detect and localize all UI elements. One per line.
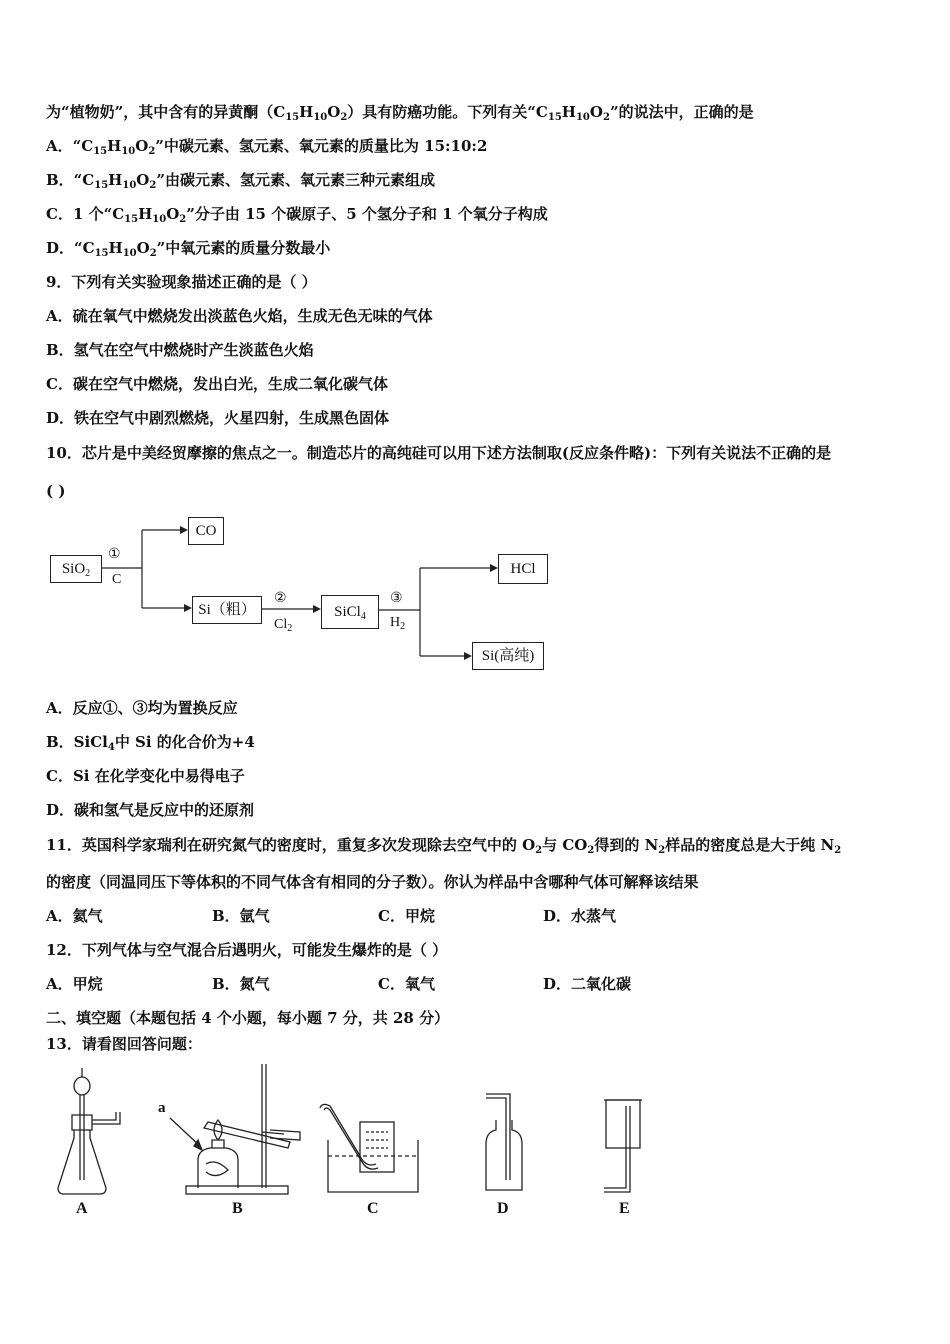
q12-option-a: A．甲烷 xyxy=(46,975,103,993)
q10-option-d: D．碳和氢气是反应中的还原剂 xyxy=(46,801,255,819)
si-crude-box: Si（粗） xyxy=(192,596,262,624)
q8-option-d: D．“$C_{15}H_{10}O_2$”中氧元素的质量分数最小 xyxy=(46,239,331,259)
q11-stem-line2: 的密度（同温同压下等体积的不同气体含有相同的分子数）。你认为样品中含哪种气体可解释该结果 xyxy=(46,873,699,891)
step-2-label: ② xyxy=(274,591,287,606)
section-2-heading: 二、填空题（本题包括 4 个小题，每小题 7 分，共 28 分） xyxy=(46,1009,450,1027)
q11-option-d: D．水蒸气 xyxy=(543,907,617,925)
q12-option-d: D．二氧化碳 xyxy=(543,975,632,993)
q10-option-b: B．SiCl$_4$中 Si 的化合价为+4 xyxy=(46,733,255,753)
sicl4-box: SiCl$_4$ xyxy=(321,595,379,629)
q9-option-b: B．氢气在空气中燃烧时产生淡蓝色火焰 xyxy=(46,341,314,359)
q9-stem: 9．下列有关实验现象描述正确的是（ ） xyxy=(46,273,317,291)
arrowhead xyxy=(464,652,472,660)
sio2-box: SiO$_2$ xyxy=(50,555,102,583)
lab-apparatus-figure xyxy=(0,1060,700,1200)
q9-option-a: A．硫在氧气中燃烧发出淡蓝色火焰，生成无色无味的气体 xyxy=(46,307,433,325)
q8-intro: 为“植物奶”，其中含有的异黄酮$(C_{15}H_{10}O_2)$具有防癌功能。下列有关“$C_{15}H_{10}O_2$”的说法中，正确的是 xyxy=(46,103,754,123)
q9-option-d: D．铁在空气中剧烈燃烧，火星四射，生成黑色固体 xyxy=(46,409,390,427)
q12-option-b: B．氮气 xyxy=(212,975,270,993)
q10-option-c: C．Si 在化学变化中易得电子 xyxy=(46,767,245,785)
q12-option-c: C．氧气 xyxy=(378,975,435,993)
co-box: CO xyxy=(188,517,224,545)
step-3-label: ③ xyxy=(390,591,403,606)
condition-chlorine: $Cl_2$ xyxy=(274,617,293,634)
apparatus-d-bottle xyxy=(486,1094,522,1190)
apparatus-c-water-trough xyxy=(320,1104,418,1192)
hcl-box: HCl xyxy=(498,554,548,584)
q10-paren: ( ) xyxy=(46,482,66,500)
apparatus-label-b: B xyxy=(232,1200,243,1217)
arrowhead xyxy=(180,526,188,534)
q10-option-a: A．反应①、③均为置换反应 xyxy=(46,699,238,717)
arrowhead xyxy=(490,564,498,572)
arrowhead xyxy=(313,605,321,613)
q11-option-b: B．氩气 xyxy=(212,907,270,925)
apparatus-label-e: E xyxy=(619,1200,630,1217)
q8-option-c: C．1 个“$C_{15}H_{10}O_2$”分子由 15 个碳原子、5 个氢分子和 1 个氧分子构成 xyxy=(46,205,548,225)
apparatus-label-c: C xyxy=(367,1200,379,1217)
apparatus-label-d: D xyxy=(497,1200,509,1217)
apparatus-a-flask xyxy=(58,1068,120,1194)
step-1-label: ① xyxy=(108,547,121,562)
arrowhead xyxy=(184,604,192,612)
q10-stem: 10．芯片是中美经贸摩擦的焦点之一。制造芯片的高纯硅可以用下述方法制取(反应条件略)：下列有关说法不正确的是 xyxy=(46,444,832,462)
apparatus-e-collector xyxy=(604,1100,642,1192)
q8-option-a: A．“$C_{15}H_{10}O_2$”中碳元素、氢元素、氧元素的质量比为 15:10:2 xyxy=(46,137,488,157)
q13-stem: 13．请看图回答问题： xyxy=(46,1035,202,1053)
si-pure-box: Si(高纯) xyxy=(472,642,544,670)
apparatus-label-a: A xyxy=(76,1200,88,1217)
q12-stem: 12．下列气体与空气混合后遇明火，可能发生爆炸的是（ ） xyxy=(46,941,448,959)
apparatus-b-heating xyxy=(170,1064,300,1194)
q11-option-a: A．氦气 xyxy=(46,907,103,925)
q11-option-c: C．甲烷 xyxy=(378,907,435,925)
pointer-label-a: a xyxy=(158,1100,166,1116)
condition-hydrogen: $H_2$ xyxy=(390,615,406,632)
condition-carbon: C xyxy=(112,572,122,587)
q9-option-c: C．碳在空气中燃烧，发出白光，生成二氧化碳气体 xyxy=(46,375,388,393)
q8-option-b: B．“$C_{15}H_{10}O_2$”由碳元素、氢元素、氧元素三种元素组成 xyxy=(46,171,435,191)
q11-stem: 11．英国科学家瑞利在研究氮气的密度时，重复多次发现除去空气中的 $O_2$与 $CO_2$得到的 $N_2$样品的密度总是大于纯 $N_2$ xyxy=(46,836,842,856)
